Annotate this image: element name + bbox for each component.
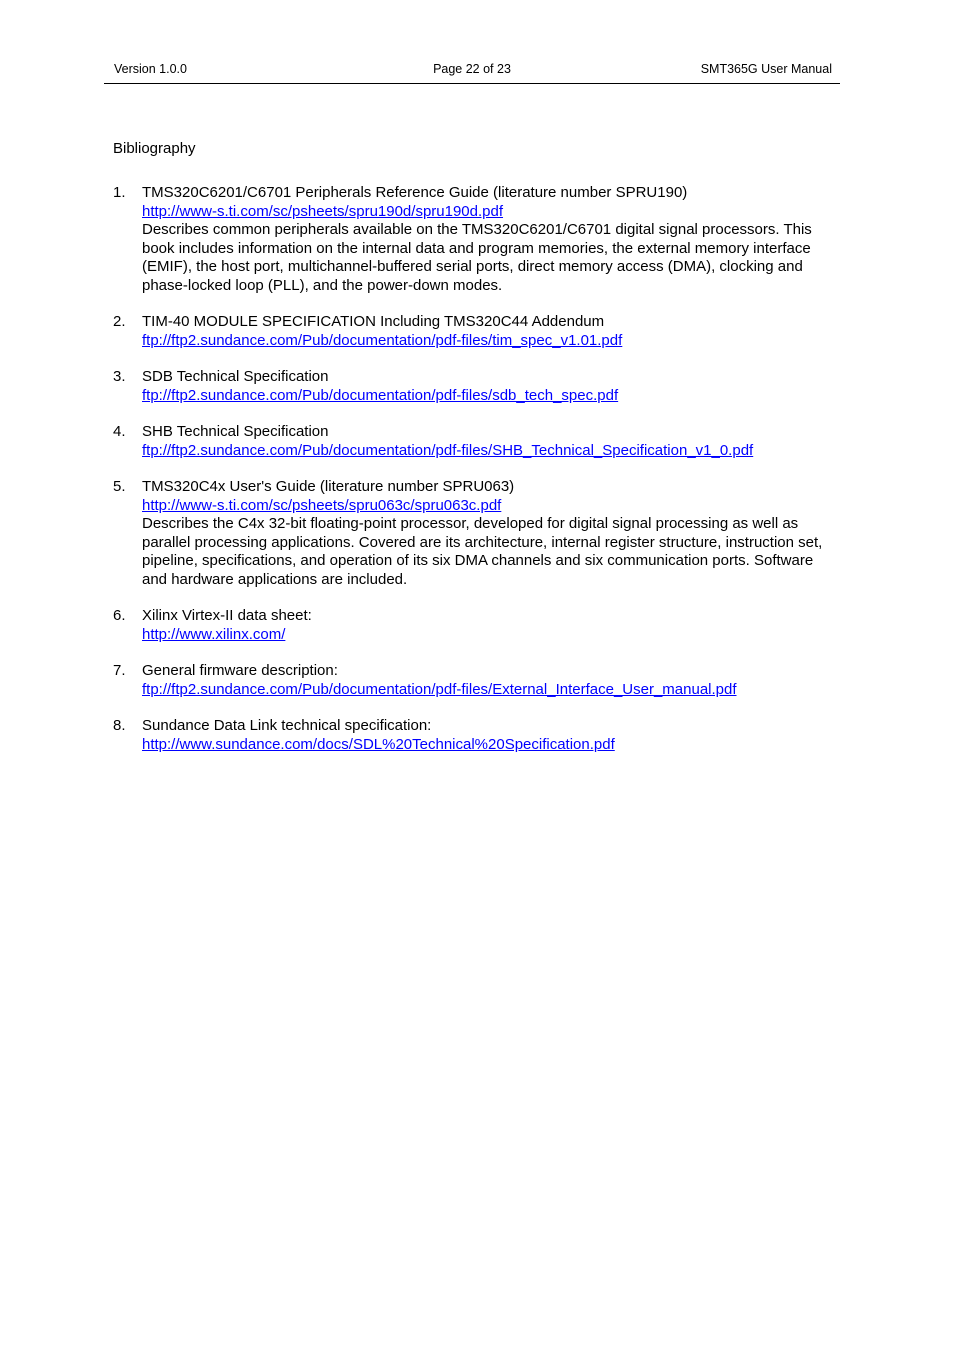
reference-link[interactable]: ftp://ftp2.sundance.com/Pub/documentation/pdf-files/SHB_Technical_Specification_v1_0.pdf	[142, 441, 754, 459]
bibliography-item	[113, 662, 833, 699]
reference-link[interactable]: http://www.sundance.com/docs/SDL%20Technical%20Specification.pdf	[142, 735, 615, 753]
reference-number: 3.	[113, 368, 126, 385]
reference-title: TMS320C4x User's Guide (literature number SPRU063)	[142, 478, 515, 495]
reference-number: 2.	[113, 313, 126, 330]
reference-title: SDB Technical Specification	[142, 368, 329, 385]
reference-description: Describes common peripherals available on the TMS320C6201/C6701 digital signal processors. This book includes information on the internal data and program memories, the external memory interface (EMIF), the host port, multichannel-buffered serial ports, direct memory access (DMA), clocking and phase-locked loop (PLL), and the power-down modes.	[142, 221, 812, 294]
reference-link[interactable]: http://www-s.ti.com/sc/psheets/spru063c/spru063c.pdf	[142, 496, 502, 514]
reference-link[interactable]: ftp://ftp2.sundance.com/Pub/documentation/pdf-files/sdb_tech_spec.pdf	[142, 386, 619, 404]
reference-link[interactable]: ftp://ftp2.sundance.com/Pub/documentation/pdf-files/External_Interface_User_manual.pdf	[142, 680, 737, 698]
reference-title: General firmware description:	[142, 662, 338, 679]
bibliography-list	[113, 184, 833, 772]
page-header	[104, 61, 840, 84]
reference-number: 8.	[113, 717, 126, 734]
bibliography-item	[113, 313, 833, 350]
reference-title: TIM-40 MODULE SPECIFICATION Including TMS320C44 Addendum	[142, 313, 605, 330]
bibliography-item	[113, 478, 833, 589]
section-title: Bibliography	[113, 140, 196, 157]
bibliography-item	[113, 717, 833, 754]
reference-number: 4.	[113, 423, 126, 440]
reference-title: Xilinx Virtex-II data sheet:	[142, 607, 312, 624]
reference-description: Describes the C4x 32-bit floating-point processor, developed for digital signal processing as well as parallel processing applications. Covered are its architecture, internal register structure, instruction set, pipeline, specifications, and operation of its six DMA channels and six communication ports. Software and hardware applications are included.	[142, 515, 823, 588]
reference-link[interactable]: ftp://ftp2.sundance.com/Pub/documentation/pdf-files/tim_spec_v1.01.pdf	[142, 331, 623, 349]
reference-title: Sundance Data Link technical specification:	[142, 717, 432, 734]
reference-number: 5.	[113, 478, 126, 495]
reference-number: 6.	[113, 607, 126, 624]
page-number: Page 22 of 23	[433, 62, 511, 76]
document-title: SMT365G User Manual	[700, 62, 832, 76]
bibliography-item	[113, 607, 833, 644]
reference-number: 1.	[113, 184, 126, 201]
reference-link[interactable]: http://www.xilinx.com/	[142, 625, 286, 643]
reference-title: TMS320C6201/C6701 Peripherals Reference Guide (literature number SPRU190)	[142, 184, 688, 201]
reference-link[interactable]: http://www-s.ti.com/sc/psheets/spru190d/spru190d.pdf	[142, 202, 504, 220]
bibliography-item	[113, 184, 833, 295]
reference-number: 7.	[113, 662, 126, 679]
reference-title: SHB Technical Specification	[142, 423, 329, 440]
version-label: Version 1.0.0	[114, 62, 187, 76]
bibliography-item	[113, 423, 833, 460]
bibliography-item	[113, 368, 833, 405]
